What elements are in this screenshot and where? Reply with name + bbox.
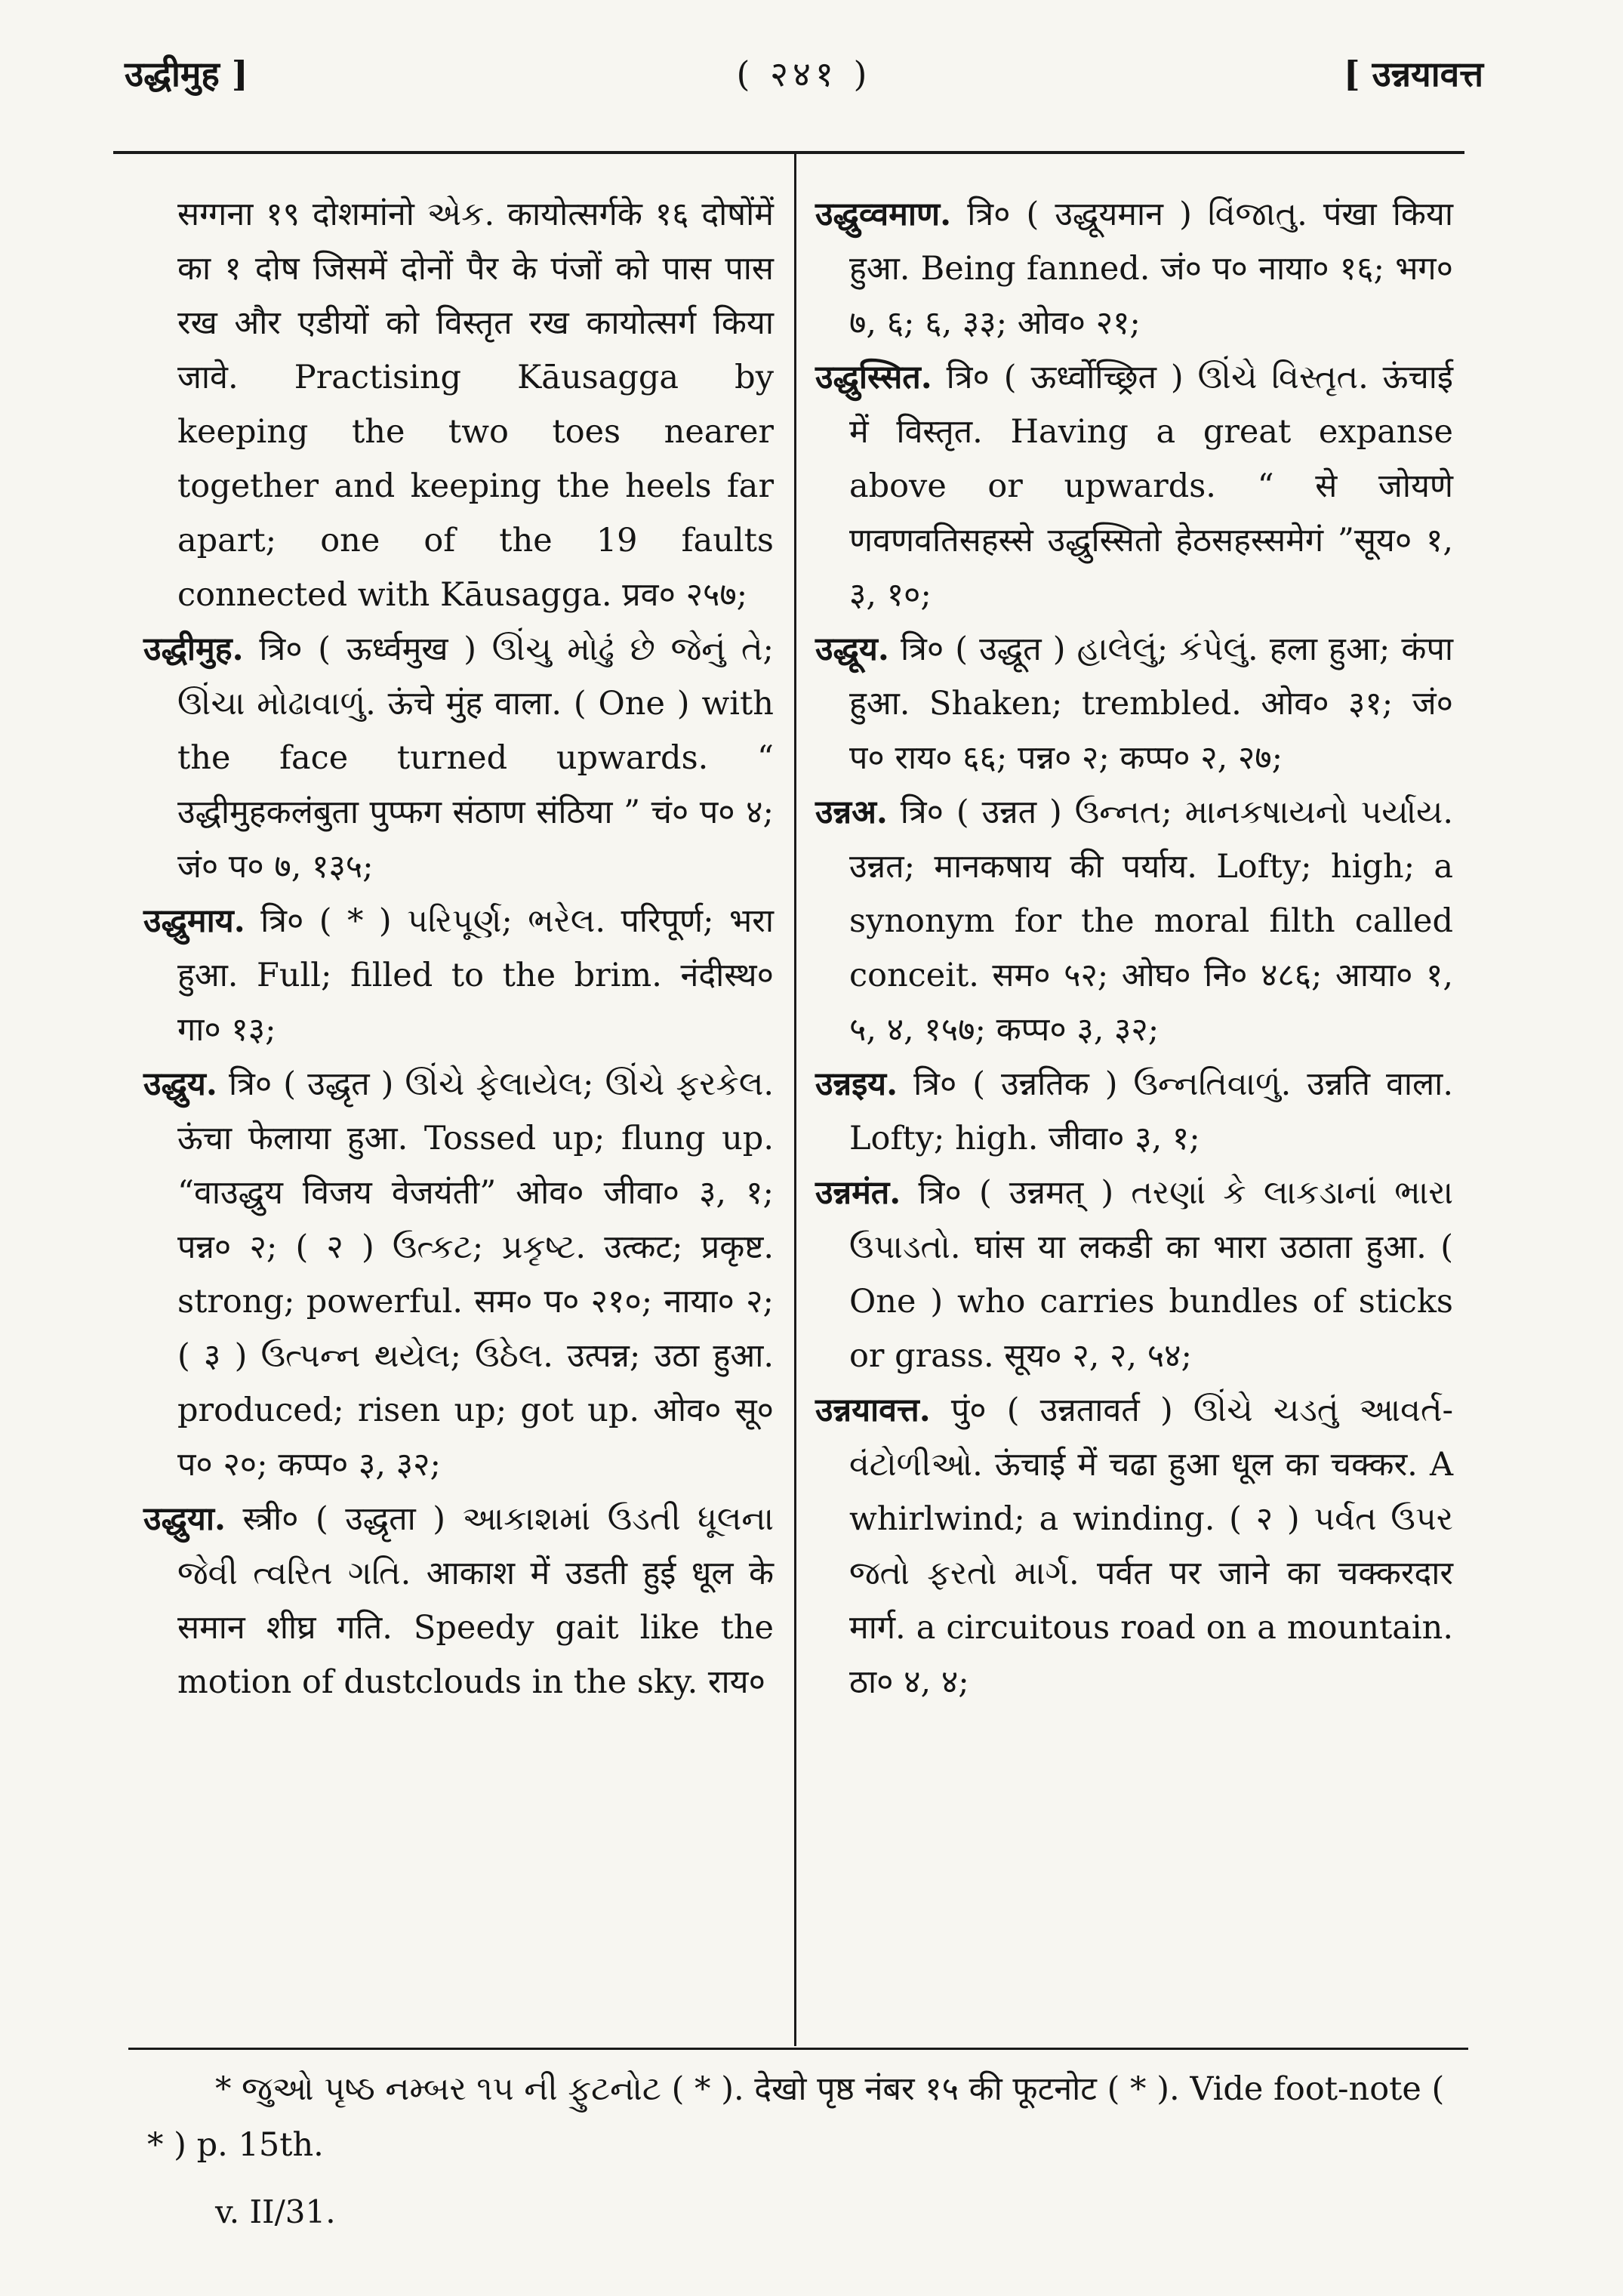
- entry-headword: उद्धीमुह.: [143, 630, 244, 668]
- entry-body: पुं० ( उन्नतावर्त ) ઊંચે ચડતું આવર્ત-વંટોળીઓ. ऊंचाई में चढा हुआ धूल का चक्कर. A whirlwind; a winding. ( २ ) પર્વત ઉપર જતો ફરતો માર્ગ. पर्वत पर जाने का चक्करदार मार्ग. a circuitous road on a mountain. ठा० ४, ४;: [849, 1391, 1453, 1701]
- entry-body: त्रि० ( ऊर्ध्वमुख ) ઊંચુ મોઢું છે જેનું તે; ઊંચા મોઢાવાળું. ऊंचे मुंह वाला. ( One ) with the face turned upwards. “ उद्धीमुहकलंबुता पुप्फग संठाण संठिया ” चं० प० ४; जं० प० ७, १३५;: [177, 630, 775, 886]
- dictionary-entry: [815, 785, 1453, 1057]
- entry-body: स्त्री० ( उद्धृता ) આકાશમાં ઉડતી ધૂલના જેવી ત્વરિત ગતિ. आकाश में उडती हुई धूल के समान शीघ्र गति. Speedy gait like the motion of dustclouds in the sky. राय०: [177, 1500, 775, 1701]
- entry-headword: उन्नमंत.: [815, 1174, 901, 1212]
- left-column: [143, 187, 774, 1709]
- entry-headword: उद्धुस्सित.: [815, 359, 932, 396]
- header-left-headword: उद्धीमुह ]: [125, 54, 248, 94]
- entry-body: त्रि० ( उद्धूत ) હાલેલું; કંપેલું. हला हुआ; कंपा हुआ. Shaken; trembled. ओव० ३१; जं० प० राय० ६६; पन्न० २; कप्प० २, २७;: [849, 630, 1454, 777]
- entry-body: त्रि० ( उन्नत ) ઉન્નત; માનકષાયનો પર્યાય. उन्नत; मानकषाय की पर्याय. Lofty; high; a synonym for the moral filth called conceit. सम० ५२; ओघ० नि० ४८६; आया० १, ५, ४, १५७; कप्प० ३, ३२;: [849, 794, 1453, 1049]
- entry-continuation: सग्गना १९ दोशमांनो એક. कायोत्सर्गके १६ दोषोंमें का १ दोष जिसमें दोनों पैर के पंजों को पास पास रख और एडीयों को विस्तृत रख कायोत्सर्ग किया जावे. Practising Kāusagga by keeping the two toes nearer together and keeping the heels far apart; one of the 19 faults connected with Kāusagga. प्रव० २५७;: [177, 196, 774, 614]
- dictionary-entry: [143, 622, 774, 894]
- page-header: [125, 39, 1483, 107]
- dictionary-entry: [815, 622, 1453, 785]
- entry-headword: उद्धुमाय.: [143, 902, 245, 940]
- page-number: ( २४१ ): [736, 54, 872, 94]
- entry-headword: उन्नइय.: [815, 1065, 898, 1103]
- entry-headword: उद्धुव्वमाण.: [815, 196, 952, 233]
- dictionary-entry: [815, 1166, 1453, 1383]
- dictionary-entry: [143, 1057, 774, 1492]
- entry-body: त्रि० ( उद्धूयमान ) વિંજાતુ. पंखा किया हुआ. Being fanned. जं० प० नाया० १६; भग० ७, ६; ६, ३३; ओव० २१;: [849, 196, 1453, 342]
- entry-headword: उन्नयावत्त.: [815, 1391, 931, 1429]
- entry-headword: उद्धुय.: [143, 1065, 217, 1103]
- header-rule: [113, 151, 1464, 154]
- dictionary-entry: [143, 894, 774, 1057]
- footnote: * જુઓ પૃષ્ઠ નમ્બર ૧૫ ની ફુટનોટ ( * ). देखो पृष्ठ नंबर १५ की फूटनोट ( * ). Vide foot-note ( * ) p. 15th.: [147, 2070, 1445, 2164]
- dictionary-entry: [815, 187, 1453, 350]
- column-divider: [794, 151, 796, 2046]
- entry-headword: उद्धूय.: [815, 630, 889, 668]
- right-column: [815, 187, 1453, 1709]
- dictionary-entry: [143, 1492, 774, 1709]
- dictionary-entry: [815, 350, 1453, 622]
- footnote-rule: [128, 2048, 1468, 2050]
- entry-body: त्रि० ( उन्नतिक ) ઉન્નતિવાળું. उन्नति वाला. Lofty; high. जीवा० ३, १;: [849, 1065, 1453, 1157]
- dictionary-entry: [815, 1057, 1453, 1166]
- dictionary-entry: [815, 1383, 1453, 1709]
- header-right-headword: [ उन्नयावत्त: [1343, 54, 1483, 94]
- entry-headword: उन्नअ.: [815, 794, 888, 831]
- entry-body: त्रि० ( उद्धृत ) ઊંચે ફેલાયેલ; ઊંચે ફરકેલ. ऊंचा फेलाया हुआ. Tossed up; flung up. “वाउद्धुय विजय वेजयंती” ओव० जीवा० ३, १; पन्न० २; ( २ ) ઉત્કટ; પ્રકૃષ્ટ. उत्कट; प्रकृष्ट. strong; powerful. सम० प० २१०; नाया० २; ( ३ ) ઉત્પન્ન થયેલ; ઉઠેલ. उत्पन्न; उठा हुआ. produced; risen up; got up. ओव० सू० प० २०; कप्प० ३, ३२;: [177, 1065, 775, 1484]
- entry-headword: उद्धुया.: [143, 1500, 226, 1538]
- entry-body: त्रि० ( * ) પરિપૂર્ણ; ભરેલ. परिपूर्ण; भरा हुआ. Full; filled to the brim. नंदीस्थ० गा० १३;: [177, 902, 774, 1049]
- entry-body: त्रि० ( उन्नमत् ) તરણાં કે લાકડાનાં ભારા ઉપાડતો. घांस या लकडी का भारा उठाता हुआ. ( One ) who carries bundles of sticks or grass. सूय० २, २, ५४;: [849, 1174, 1453, 1375]
- entry-body: त्रि० ( ऊर्ध्वोच्छ्रित ) ઊંચે વિસ્તૃત. ऊंचाई में विस्तृत. Having a great expanse above or upwards. “ से जोयणे णवणवतिसहस्से उद्धुस्सितो हेठसहस्समेगं ”सूय० १, ३, १०;: [849, 359, 1453, 614]
- signature-mark: v. II/31.: [215, 2193, 336, 2230]
